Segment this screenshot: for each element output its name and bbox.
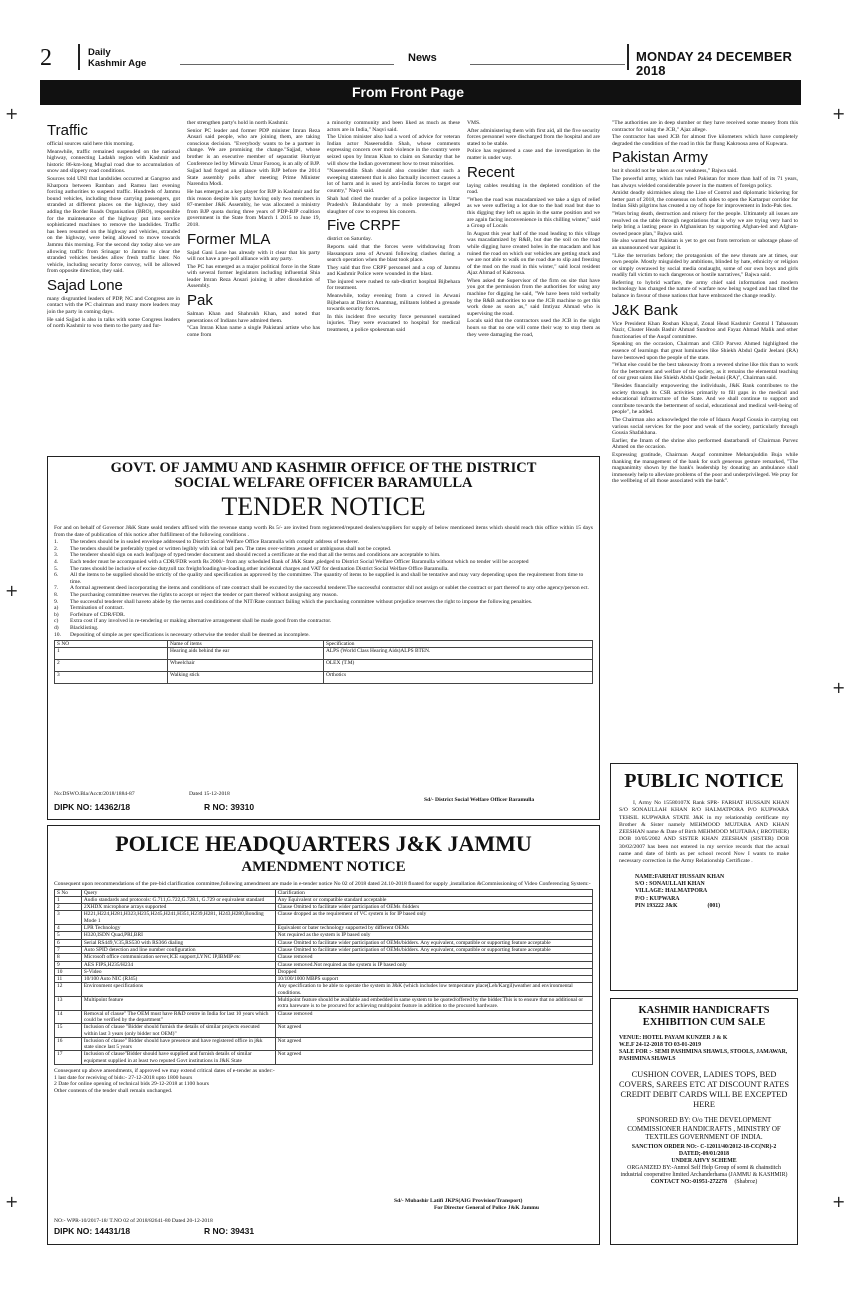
contact-number: CONTACT NO:-01951-272278: [650, 1178, 727, 1185]
table-cell: ALPS (World Class Hearing Aids)ALPS BTEN.: [323, 648, 592, 660]
registration-mark-icon: +: [5, 1192, 19, 1211]
table-cell: 15: [55, 1024, 82, 1038]
public-notice-details: [619, 874, 789, 911]
table-cell: 1: [55, 648, 168, 660]
paragraph: The Union minister also had a word of advice for veteran Indian actor Naseeruddin Shah, whose comments expressing concern over mob violence in the country were seized upon by Imran Khan to claim on Saturday that he will show the Indian government how to treat minorities.: [327, 134, 460, 167]
condition-text: The tenderer should sign on each leaf/page of typed tender document and should record a certificate at the end that all the terms and conditions are acceptable to him.: [70, 552, 441, 559]
paragraph: The Chairman also acknowledged the role of Idaara Auqaf Gousia in carrying out various social services for the poor and weak of the society, particularly through Gousia Shafakhana.: [612, 416, 798, 437]
table-cell: 5: [55, 932, 82, 939]
table-cell: 3: [55, 672, 168, 684]
public-notice-ad: [610, 763, 798, 991]
header-divider: [78, 44, 80, 70]
paragraph: Reports said that the forces were withdrawing from Hassanpura area of Arwani following clashes during a search operation when the blast took place.: [327, 243, 460, 264]
police-sign-1: Sd/- Mubashir Latifi JKPS(AIG Provision/Transport): [394, 1198, 523, 1204]
condition-text: Forfeiture of CDR/FDR.: [70, 611, 126, 618]
table-cell: 2: [55, 660, 168, 672]
table-cell: Hearing aids behind the ear: [167, 648, 323, 660]
police-footer: [54, 1198, 594, 1242]
paragraph: He also warned that Pakistan is yet to get out from terrorism or sabotage phase of an unannounced war against it.: [612, 238, 798, 251]
story-heading-traffic: Traffic: [47, 122, 88, 139]
paragraph: Expressing gratitude, Chairman Auqaf committee Meharajuddin Buja while thanking the management of the bank for such generous gesture remarked, "The magnanimity shown by the bank's leadership by donating an ambulance shall immensely help to alleviate problems of the poor and underprivileged. We pray for the wellbeing of all those associated with the bank".: [612, 451, 798, 485]
condition-number: 9.: [54, 598, 59, 605]
table-cell: 10: [55, 968, 82, 975]
tender-date: Dated 15-12-2018: [189, 791, 230, 797]
table-cell: Environment specifications: [81, 983, 275, 997]
paper-name-line-2: Kashmir Age: [88, 58, 147, 69]
paragraph: He said Sajjad is also in talks with some Congress leaders of north Kashmir to woo them to the party and fur-: [47, 316, 180, 330]
condition-number: 5.: [54, 565, 59, 572]
header-rule-left: [180, 64, 394, 65]
page-header: [30, 42, 802, 78]
table-cell: 9: [55, 961, 82, 968]
table-row: [55, 939, 593, 946]
table-cell: 13: [55, 997, 82, 1011]
table-header-cell: Name of items: [167, 641, 323, 648]
paragraph: Sajad Gani Lone has already with it clear that his party will not have a pre-poll alliance with any party.: [187, 249, 320, 263]
table-cell: 12: [55, 983, 82, 997]
registration-mark-icon: +: [5, 104, 19, 123]
tender-condition: [54, 559, 593, 566]
table-cell: Clause Omitted to facilitate wider participation of OEMs/bidders. Any equivalent, compatible or supporting feature acceptable: [275, 939, 592, 946]
table-cell: Clause Omitted to facilitate wider participation of OEMs/bidders. Any equivalent, compatible or supporting feature acceptable: [275, 946, 592, 953]
applicant-village: VILLAGE: HALMATPORA: [635, 888, 708, 895]
condition-text: Blacklisting.: [70, 624, 99, 631]
section-name: News: [408, 52, 437, 64]
table-cell: Equivalent or bater technology supported by different OEMs: [275, 925, 592, 932]
public-notice-body: I, Army No 15580107X Rank SPR- FARHAT HUSSAIN KHAN S/O SONAULLAH KHAN R/O HALMATPORA P/O KUPWARA TEHSIL KUPWARA STATE J&K in my relationship certificate my Brother & Sister namely MEHMOOD MUJTABA AND KHAN ZEESHAN name & Date of Birth MEHMOOD MUJTABA ( BROTHER) DOB 10/05/2002 AND SISTER KHAN ZEESHAN (SISTER) DOB 30/02/2007 has been not entered in my service records that the actual name and date of birth as per school record Now I wants to make necessary correction in the Army Relationship Certificate .: [619, 800, 789, 865]
police-dipk: DIPK NO: 14431/18: [54, 1226, 131, 1236]
paper-name: [88, 47, 146, 69]
table-cell: Dropped: [275, 968, 592, 975]
table-cell: 10/100 Auto NIC (RJ45): [81, 976, 275, 983]
table-cell: 14: [55, 1010, 82, 1024]
table-cell: Inclusion of clause" Bidder should have presence and have registered office in j&k state since last 5 years: [81, 1037, 275, 1051]
issue-date: MONDAY 24 DECEMBER 2018: [636, 49, 793, 78]
header-divider-2: [627, 44, 629, 70]
table-cell: Walking stick: [167, 672, 323, 684]
tender-ref: No:DSWO.Bla/Acctt/2018/1884-87: [54, 791, 135, 797]
table-cell: H221,H224,H281,H323,H235,H245,H241,H351,H239,H281, H243,H280,Bonding Mode 1: [81, 911, 275, 925]
condition-number: 1.: [54, 539, 59, 546]
paragraph: "Can Imran Khan name a single Pakistani artiste who has come from: [187, 325, 320, 338]
tender-dept-line-2: SOCIAL WELFARE OFFICER BARAMULLA: [174, 475, 473, 491]
ad-code: (Shabroz): [734, 1178, 758, 1185]
applicant-pin: [635, 903, 789, 910]
table-row: [55, 660, 593, 672]
paragraph: Referring to hybrid warfare, the army chief said information and modern technology has changed the nature of warfare now being waged and has tilted the balance in favour of those nations that have embraced the change readily.: [612, 279, 798, 300]
table-row: [55, 976, 593, 983]
story-heading-jk-bank: J&K Bank: [612, 301, 678, 319]
condition-number: d): [54, 624, 59, 631]
table-cell: Any specification to be able to operate the system in J&K (which includes low temperature place(Leh/Kargil)weather and environmental conditions.: [275, 983, 592, 997]
page-number: 2: [40, 45, 52, 71]
paragraph: He has emerged as a key player for BJP in Kashmir and for this reason despite his party having only two members in 87-member J&K Assembly, he was allocated a ministry from BJP quota during three years of PDP-BJP coalition government in the State from March 1 2015 to June 19, 2018.: [187, 188, 320, 228]
table-cell: Inclusion of clause"Bidder should have supplied and furnish details of similar equipment supplied in at least two reputed Govt institutions in J&K State: [81, 1051, 275, 1065]
tender-title: TENDER NOTICE: [221, 492, 426, 521]
table-cell: AES FIPS,H235/H234: [81, 961, 275, 968]
table-row: [55, 968, 593, 975]
paragraph: Salman Khan and Shahrukh Khan, and noted that generations of Indians have admired them.: [187, 311, 320, 324]
paragraph: In August this year half of the road leading to this village was macadamized by R&B, but due the soil on the road while digging have created holes in the macadam and has ruined the road on which our vehicles are getting stuck and we are not able to walk on the road due to slip and freezing of the mud on the road in this winter," said local resident Ajaz Ahmad of Kakroosa.: [467, 230, 600, 277]
table-cell: Any Equivalent or compatible standard acceptable: [275, 896, 592, 903]
table-cell: Clause Omitted to facilitate wider participation of OEMs /bidders: [275, 904, 592, 911]
table-cell: 1: [55, 896, 82, 903]
registration-mark-icon: +: [832, 104, 846, 123]
table-cell: Orthotics: [323, 672, 592, 684]
table-row: [55, 911, 593, 925]
table-cell: 7: [55, 946, 82, 953]
tender-condition: [54, 605, 593, 612]
table-row: [55, 1051, 593, 1065]
condition-number: 7.: [54, 585, 59, 592]
paragraph: "Like the terrorists before; the protagonists of the new threats are at times, our own people. Mostly misguided by ambitions, blinded by hate, ethnicity or religion or simply overawed by social media onslaught, some of our own boys and girls readily fall victim to such dangerous or hostile narratives," Bajwa said.: [612, 252, 798, 279]
story-heading-five-crpf: Five CRPF: [327, 217, 401, 235]
condition-text: Termination of contract.: [70, 605, 125, 612]
table-row: [55, 983, 593, 997]
table-row: [55, 954, 593, 961]
story-sajad-lone: [47, 296, 180, 330]
column-1: [47, 120, 180, 448]
header-rule-right: [470, 64, 625, 65]
paragraph: "Besides financially empowering the individuals, J&K Bank contributes to the society through its CSR activities primarily to fill gaps in the medical and educational infrastructure of the State. And we shall continue to support and contribute towards the betterment of social, educational and medical well-being of people", he added.: [612, 383, 798, 416]
condition-text: Extra cost if any involved in re-tendering or making alternative arrangement shall be made good from the contractor.: [70, 618, 332, 625]
condition-text: Each tender must be accompanied with a CDR/FDR worth Rs 2000/- from any scheduled Bank of J&K State ,pledged to District Social Welfare Officer Baramulla without which no tender will be accepted: [70, 558, 529, 565]
condition-text: All the items to be supplied should be strictly of the quality and specification as approved by the committee. The quantity of items to be supplied is and shall be tentative and may vary depending upon the requirement from time to time.: [70, 572, 584, 585]
table-cell: Multipoint feature should be available and embedded in same system to be quoted/offered by the bidder.This is to ensure that no additional or extra hareware is to be procured for achieving multipoint feature in addition to the procured hardware.: [275, 997, 592, 1011]
table-row: [55, 997, 593, 1011]
table-cell: Not agreed: [275, 1051, 592, 1065]
paragraph: Sajjad had forged an alliance with BJP before the 2014 State assembly polls after meeting Prime Minister Narendra Modi.: [187, 168, 320, 188]
tender-condition: [54, 592, 593, 599]
table-cell: Not agreed: [275, 1024, 592, 1038]
table-cell: 10/100/1000 MBPS support: [275, 976, 592, 983]
table-cell: 11: [55, 976, 82, 983]
condition-text: The successful tenderer shall haveto abide by the terms and conditions of the NIT/Rate contract failing which the purchasing committee without prejudice reserves the right to impose the following penalties.: [70, 598, 533, 605]
paragraph: Meanwhile, today evening from a crowd in Arwani Bijbehara at District Anantnag, militants lobbed a grenade towards security forces.: [327, 293, 460, 313]
paragraph: Senior PC leader and former PDP minister Imran Reza Ansari said people, who are joining them, are taking conscious decision. "Everybody wants to be a partner in change. We are promising the change."Sajjad, whose brother is an executive member of separatist Hurriyat Conference led by Mirwaiz Umar Farooq, is an ally of BJP.: [187, 127, 320, 167]
condition-text: A formal agreement deed incorporating the items and conditions of rate contract shall be excuted by the successful tenderer.The successful contractor shll not assign or sublet the contract or part thereof to any othe agency/person ect.: [70, 585, 589, 592]
public-notice-title: PUBLIC NOTICE: [624, 770, 784, 792]
table-header-cell: Specification: [323, 641, 592, 648]
paragraph: In this incident five security force personnel sustained injuries. They were evacuated to hospital for medical treatment, a police spokesman said: [327, 313, 460, 334]
police-ref: NO:- WPR-10/2017-18/ T.NO 02 of 2018/82641-80 Dated 20-12-2018: [54, 1218, 213, 1224]
exhibition-title-2: EXHIBITION CUM SALE: [642, 1017, 766, 1028]
condition-number: c): [54, 618, 59, 625]
tender-condition: [54, 599, 593, 606]
paragraph: After administering them with first aid, all the five security forces personnel were discharged from the hospital and are stated to be stable.: [467, 127, 600, 147]
table-row: [55, 1010, 593, 1024]
table-row: [55, 925, 593, 932]
column-2: [187, 120, 320, 448]
paragraph: many disgruntled leaders of PDP, NC and Congress are in contact with the PC chairman and many more leaders may join the party in coming days.: [47, 295, 180, 316]
table-row: [55, 946, 593, 953]
paragraph: Amidst deadly skirmishes along the Line of Control and diplomatic bickering for better part of 2018, the consensus on both sides to open the Kartarpur corridor for Indian Sikh pilgrims has created a ray of hope for improvement in Indo-Pak ties.: [612, 190, 798, 210]
table-cell: Auto SPID detection and line number configuration: [81, 946, 275, 953]
registration-mark-icon: +: [832, 1192, 846, 1211]
table-cell: Clause dropped as the requirement of VC system is for IP based only: [275, 911, 592, 925]
paper-name-line-1: Daily: [88, 47, 111, 58]
registration-mark-icon: +: [5, 581, 19, 600]
tender-condition: [54, 552, 593, 559]
table-cell: 2: [55, 904, 82, 911]
ad-code: (001): [707, 903, 721, 910]
paragraph: "What else could be the best takeaway from a revered shrine like this than to work for the betterment and welfare of the society, as it remains the elemental teaching of our great saints like Shiekh Abdul Qadir Jeelani (RA)", Chairman said.: [612, 362, 798, 382]
paragraph: The injured were rushed to sub-district hospital Bijbehara for treatment.: [327, 278, 460, 292]
table-cell: Audio standards and protocols: G.711,G.722,G.728.1, G.729 or equivalent standard: [81, 896, 275, 903]
paragraph: Sources told UNI that landslides occurred at Gangroo and Kharpora between Ramban and Ramsu last evening forcing authorities to suspend traffic. Hundreds of Jammu bound vehicles, including those carrying passengers, got stranded at different places on the highway, they said adding the Border Roads Organisation (BRO), responsible for the maintenance of the highway put into service sophisticated machines to remove the landslides. Traffic has been resumed on the highway and vehicles, stranded on the highway, were being allowed to move towards Jammu this morning. For the second day today also we are allowing traffic from Srinagar to Jammu to clear the stranded vehicles besides allow fresh traffic later. No vehicle, including security force convoy, will be allowed from opposite direction, they said.: [47, 175, 180, 275]
applicant-father: S/O : SONAULLAH KHAN: [635, 881, 705, 888]
tender-sign: Sd/- District Social Welfare Officer Baramulla: [424, 797, 535, 803]
table-cell: Removal of clause" The OEM must have R&D centre in India for last 10 years which could be verified by the department": [81, 1010, 275, 1024]
table-cell: Clause removed: [275, 954, 592, 961]
registration-mark-icon: +: [832, 678, 846, 697]
table-cell: Wheelchair: [167, 660, 323, 672]
paragraph: The powerful army, which has ruled Pakistan for more than half of its 71 years, has always wielded considerable power in the matters of foreign policy.: [612, 175, 798, 189]
exhibition-title-1: KASHMIR HANDICRAFTS: [638, 1005, 770, 1016]
table-cell: 16: [55, 1037, 82, 1051]
police-intro: Consequent upon recommendations of the pre-bid clarification committee,following amendment are made in e-tender notice No 02 of 2018 dated 24.10-2018 floated for supply ,installation &Commissioning of Video Conferencing System:-: [54, 881, 591, 887]
paragraph: "When the road was macadamized we take a sign of relief as we were suffering a lot due to the bad road but due to this digging they left us again in the same position and we are again facing inconvenience in this chilling winter," said a Group of Locals: [467, 196, 600, 230]
exhibition-sponsor: SPONSORED BY: O/o THE DEVELOPMENT COMMISSIONER HANDICRAFTS , MINISTRY OF TEXTILES GOVERNMENT OF INDIA.: [627, 1116, 781, 1142]
paragraph: laying cables resulting in the depleted condition of the road.: [467, 182, 600, 196]
paragraph: The PC has emerged as a major political force in the State with several former legislators including influential Shia leader Imran Reza Ansari joining it after dissolution of Assembly.: [187, 263, 320, 290]
paragraph: Locals said that the contractors used the JCB in the night hours so that no one will come their way to stop them as they were damaging the road,: [467, 318, 600, 338]
exhibition-sale-items: SALE FOR :- SEMI PASHMINA SHAWLS, STOOLS, JAMAWAR, PASHMINA SHAWLS: [619, 1049, 788, 1062]
paragraph: Police has registered a case and the investigation in the matter is under way.: [467, 148, 600, 161]
paragraph: VMS.: [467, 120, 481, 126]
condition-number: 4.: [54, 558, 59, 565]
paragraph: Earlier, the Imam of the shrine also performed dastarbandi of Chairman Parvez Ahmed on the occasion.: [612, 437, 798, 451]
paragraph: "Naseeruddin Shah should also consider that such a sweeping statement that is also factually incorrect causes a lot of harm and is used by anti-India forces to target our country," Naqvi said.: [327, 168, 460, 194]
table-cell: 8: [55, 954, 82, 961]
condition-number: a): [54, 605, 59, 612]
table-header-row: [55, 889, 593, 896]
paragraph: The contractor has used JCB for almost five kilometers which have completely degraded the condition of the road in this far flung Kakroosa area of Kupwara.: [612, 134, 798, 147]
story-traffic: [47, 141, 180, 275]
table-cell: H320,ISDN Quad,PRI,BRI: [81, 932, 275, 939]
exhibition-scheme: UNDER AHVY SCHEME: [671, 1157, 737, 1164]
tender-condition: [54, 625, 593, 632]
tender-notice-ad: [47, 456, 600, 820]
condition-number: 3.: [54, 552, 59, 559]
table-header-cell: S NO: [55, 641, 168, 648]
tender-dipk: DIPK NO: 14362/18: [54, 802, 131, 812]
applicant-po: P/O : KUPWARA: [635, 895, 680, 902]
police-sign-2: For Director General of Police J&K Jammu: [434, 1205, 540, 1211]
tender-condition: [54, 572, 593, 585]
paragraph: district on Saturday.: [327, 236, 372, 243]
paragraph: Consequent up above amendments, if approved we may extend critical dates of e-tender as under:-: [54, 1068, 275, 1075]
section-band: [40, 80, 801, 105]
column-4: [467, 120, 600, 448]
table-cell: Microsoft office communication server,ICE support,LYNC IP,IBMIP etc: [81, 954, 275, 961]
table-cell: Clause removed: [275, 1010, 592, 1024]
paragraph: ther strengthen party's hold in north Kashmir.: [187, 120, 289, 126]
condition-number: 8.: [54, 591, 59, 598]
column-3: [327, 120, 460, 448]
table-cell: 2XHDX microphone arrays supported: [81, 904, 275, 911]
paragraph: When asked the Supervisor of the firm on site that have you got the permission from the authorities for using any machine for digging he said, "We have been told verbally by the R&B authorities to use the JCB machine to get this work done as soon as," said Imtiyaz Ahmad who is supervising the road.: [467, 277, 600, 317]
story-heading-pak: Pak: [187, 292, 213, 310]
tender-dept-line-1: GOVT. OF JAMMU AND KASHMIR OFFICE OF THE DISTRICT: [110, 460, 537, 476]
table-cell: LPR Technology: [81, 925, 275, 932]
table-cell: Not required as the system is IP based only: [275, 932, 592, 939]
story-heading-pakistan-army: Pakistan Army: [612, 149, 708, 167]
police-rno: R NO: 39431: [204, 1226, 255, 1236]
condition-text: The purchasing committee reserves the rights to accept or reject the tender or part thereof without assigning any reason.: [70, 591, 338, 598]
police-title: POLICE HEADQUARTERS J&K JAMMU: [115, 831, 532, 856]
police-amendment-table: [54, 889, 593, 1065]
paragraph: Shah had cited the murder of a police inspector in Uttar Pradesh's Bulandshahr by a mob protesting alleged slaughter of cow to express his concern.: [327, 195, 460, 215]
condition-number: 2.: [54, 545, 59, 552]
tender-conditions: [54, 539, 593, 638]
table-cell: Inclusion of clause "Bidder should furnish the details of similar projects executed within last 3 years (only bidder not OEM)": [81, 1024, 275, 1038]
story-heading-recent: Recent: [467, 163, 515, 181]
table-row: [55, 672, 593, 684]
paragraph: They said that five CRPF personnel and a cop of Jammu and Kashmir Police were wounded in the blast.: [327, 264, 460, 278]
condition-text: Depositing of simple as per specifications is necessary otherwise the tender shall be deemed as incomplete.: [70, 631, 310, 638]
paragraph: 1 last date for receiving of bids:- 27-12-2018 upto 1800 hours: [54, 1074, 193, 1081]
table-header-row: [55, 641, 593, 648]
table-header-cell: Clarification: [275, 889, 592, 896]
column-5: [612, 120, 798, 755]
paragraph: 2 Date for online opening of technical bids 29-12-2018 at 1100 hours: [54, 1081, 209, 1088]
exhibition-organizer: ORGANIZED BY:-Anmol Self Help Group of somi & chainstitch industrial cooperative limited Archanderhama (JAMMU & KASHMIR): [620, 1164, 788, 1178]
tender-items-table: [54, 640, 593, 684]
table-row: [55, 1024, 593, 1038]
table-row: [55, 896, 593, 903]
band-title: From Front Page: [352, 84, 465, 100]
paragraph: Other contents of the tender shall remain unchanged.: [54, 1087, 173, 1094]
table-cell: Serial RS449,V.35,RS530 with RS366 dialing: [81, 939, 275, 946]
paragraph: Vice President Khan Roshan Khayal, Zonal Head Kashmir Central I Tabassum Nazir, Cluster Heads Bashir Ahmad Sundroo and Fayaz Ahmad Malik and other functionaries of the Auqaf committee.: [612, 320, 798, 340]
table-cell: OLEX (T.M): [323, 660, 592, 672]
exhibition-contact: [619, 1179, 789, 1186]
tender-condition: [54, 632, 593, 639]
table-header-cell: S No: [55, 889, 82, 896]
condition-number: b): [54, 611, 59, 618]
table-row: [55, 648, 593, 660]
tender-condition: [54, 618, 593, 625]
condition-text: The tenders should be in sealed envelope addressed to District Social Welfare Office Baramulla with compltr address of tenderer.: [70, 539, 360, 546]
tender-rno: R NO: 39310: [204, 802, 255, 812]
condition-number: 10.: [54, 631, 61, 638]
table-cell: 3: [55, 911, 82, 925]
table-cell: 6: [55, 939, 82, 946]
exhibition-venue: VENUE: HOTEL PAYAM KUNZER J & K: [619, 1035, 728, 1041]
story-heading-former-mla: Former MLA: [187, 230, 271, 248]
table-cell: Clause removed.Not required as the system is IP based only: [275, 961, 592, 968]
table-cell: 17: [55, 1051, 82, 1065]
tender-condition: [54, 539, 593, 546]
table-cell: 4: [55, 925, 82, 932]
tender-intro: For and on behalf of Governor J&K State seald tenders affixed with the revenue stamp worth Rs 5/- are invited from registered/reputed dealers/suppliers for supply of below mentioned items which should reach this office within 15 days from the date of publication of this notice after fulfillment of the following conditions .: [54, 525, 593, 538]
table-cell: Not agreed: [275, 1037, 592, 1051]
table-row: [55, 904, 593, 911]
table-cell: S-Video: [81, 968, 275, 975]
paragraph: but it should not be taken as our weakness," Bajwa said.: [612, 168, 738, 175]
paragraph: "The authorities are in deep slumber or they have received some money from this contractor for using the JCB," Ajaz allege.: [612, 120, 798, 133]
tender-condition: [54, 585, 593, 592]
pin-value: PIN 193222 J&K: [635, 903, 678, 910]
tender-footer: [54, 791, 594, 817]
condition-text: The tenders should be preferably typed or written legibly with ink or ball pen. The rates over-written ,erased or ambiguous shall not be ccepted.: [70, 545, 392, 552]
table-header-cell: Query: [81, 889, 275, 896]
police-subtitle: AMENDMENT NOTICE: [241, 859, 406, 875]
table-cell: Multipoint feature: [81, 997, 275, 1011]
police-amendment-notice-ad: [47, 825, 600, 1245]
paragraph: Speaking on the occasion, Chairman and CEO Parvez Ahmed highlighted the essence of learnings that great luminaries like Shiekh Abdul Qadir Jeelani (RA) have bestowed upon the people of the state.: [612, 341, 798, 361]
paragraph: official sources said here this morning.: [47, 141, 134, 147]
table-row: [55, 932, 593, 939]
story-heading-sajad-lone: Sajad Lone: [47, 276, 123, 294]
condition-number: 6.: [54, 572, 59, 579]
paragraph: Meanwhile, traffic remained suspended on the national highway, connecting Ladakh region with Kashmir and historic 86-km-long Mughal road due to accumulation of snow and slippery road conditions.: [47, 148, 180, 175]
police-after-text: [54, 1068, 593, 1094]
exhibition-sanction: SANCTION ORDER NO:- C-12011/40/2012-18-CC(NR)-2 DATED;-09/01/2018: [631, 1143, 777, 1157]
table-row: [55, 961, 593, 968]
handicrafts-exhibition-ad: [610, 998, 798, 1245]
exhibition-offers: CUSHION COVER, LADIES TOPS, BED COVERS, SAREES ETC AT DISCOUNT RATES CREDIT DEBIT CARDS WILL BE EXCEPTED HERE: [619, 1070, 790, 1109]
table-row: [55, 1037, 593, 1051]
paragraph: "Wars bring death, destruction and misery for the people. Ultimately all issues are resolved on the table through negotiations that is why we are trying very hard to help bring a lasting peace in Afghanistan by supporting Afghan-led and Afghan-owned peace plan," Bajwa said.: [612, 210, 798, 237]
paragraph: a minority community and been liked as much as these actors are in India," Naqvi said.: [327, 120, 460, 133]
applicant-name: NAME:FARHAT HUSSAIN KHAN: [635, 873, 725, 880]
exhibition-dates: W.E.F 24-12-2018 TO 03-01-2019: [619, 1042, 701, 1048]
condition-text: The rates should be inclusive of excise duty,toll tax freight/loading/un-loading,other incidental charges and VAT for destination District Social Welfare Office Baramulla.: [70, 565, 449, 572]
